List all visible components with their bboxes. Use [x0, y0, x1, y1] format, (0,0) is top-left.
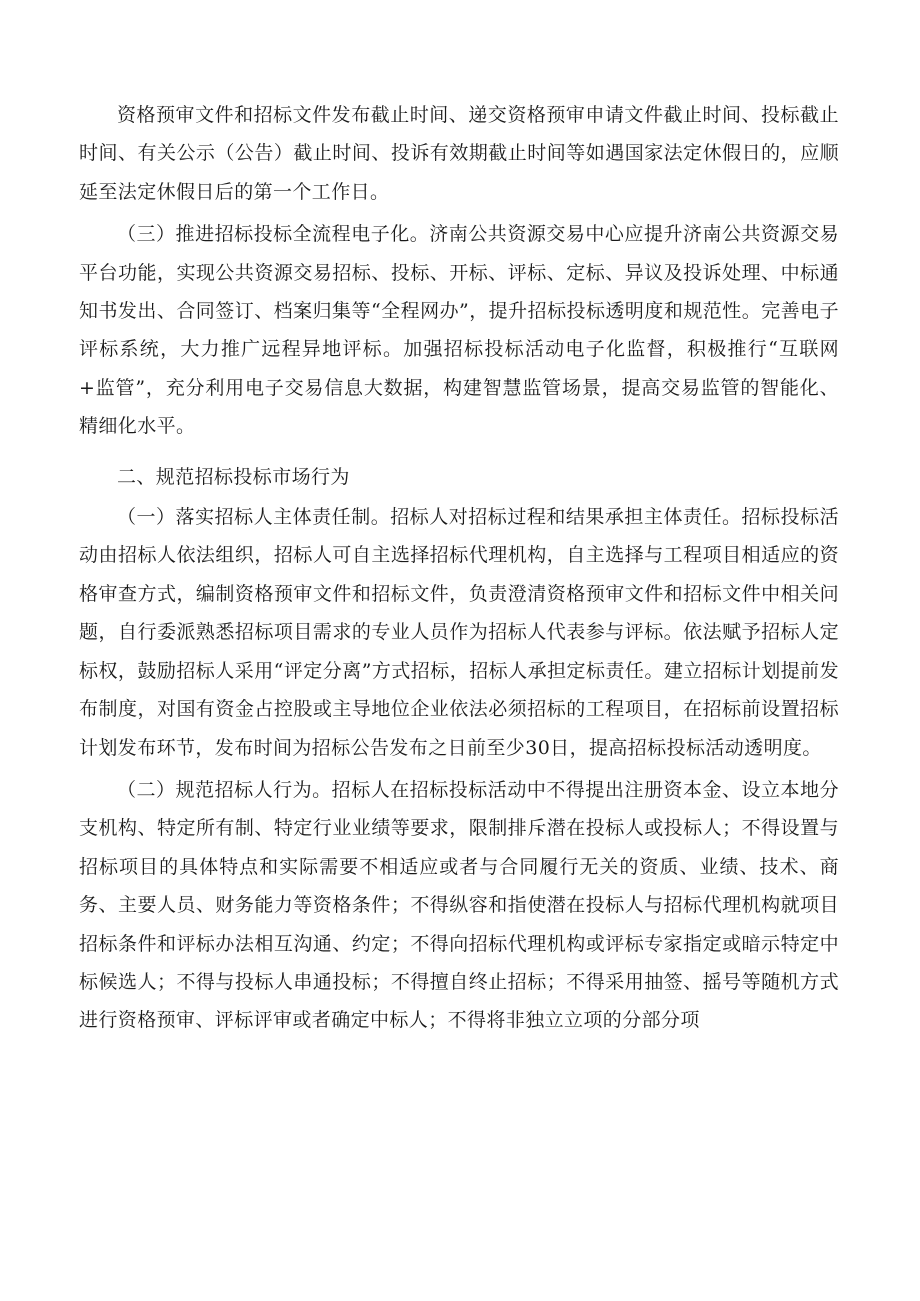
- paragraph-electronic-bidding: （三）推进招标投标全流程电子化。济南公共资源交易中心应提升济南公共资源交易平台功能，实现公共资源交易招标、投标、开标、评标、定标、异议及投诉处理、中标通知书发出、合同签订、档案归集等“全程网办”，提升招标投标透明度和规范性。完善电子评标系统，大力推广远程异地评标。加强招标投标活动电子化监督，积极推行“互联网+监管”，充分利用电子交易信息大数据，构建智慧监管场景，提高交易监管的智能化、精细化水平。: [79, 223, 839, 438]
- section-heading-regulate-market: 二、规范招标投标市场行为: [117, 465, 350, 488]
- paragraph-holiday-deadline: 资格预审文件和招标文件发布截止时间、递交资格预审申请文件截止时间、投标截止时间、有关公示（公告）截止时间、投诉有效期截止时间等如遇国家法定休假日的，应顺延至法定休假日后的第一个工作日。: [79, 104, 839, 203]
- paragraph-tenderer-behavior: （二）规范招标人行为。招标人在招标投标活动中不得提出注册资本金、设立本地分支机构、特定所有制、特定行业业绩等要求，限制排斥潜在投标人或投标人；不得设置与招标项目的具体特点和实际需要不相适应或者与合同履行无关的资质、业绩、技术、商务、主要人员、财务能力等资格条件；不得纵容和指使潜在投标人与招标代理机构就项目招标条件和评标办法相互沟通、约定；不得向招标代理机构或评标专家指定或暗示特定中标候选人；不得与投标人串通投标；不得擅自终止招标；不得采用抽签、摇号等随机方式进行资格预审、评标评审或者确定中标人；不得将非独立立项的分部分项: [79, 778, 839, 1032]
- document-body: [79, 96, 839, 1040]
- paragraph-tenderer-responsibility: （一）落实招标人主体责任制。招标人对招标过程和结果承担主体责任。招标投标活动由招标人依法组织，招标人可自主选择招标代理机构，自主选择与工程项目相适应的资格审查方式，编制资格预审文件和招标文件，负责澄清资格预审文件和招标文件中相关问题，自行委派熟悉招标项目需求的专业人员作为招标人代表参与评标。依法赋予招标人定标权，鼓励招标人采用“评定分离”方式招标，招标人承担定标责任。建立招标计划提前发布制度，对国有资金占控股或主导地位企业依法必须招标的工程项目，在招标前设置招标计划发布环节，发布时间为招标公告发布之日前至少30日，提高招标投标活动透明度。: [79, 506, 839, 759]
